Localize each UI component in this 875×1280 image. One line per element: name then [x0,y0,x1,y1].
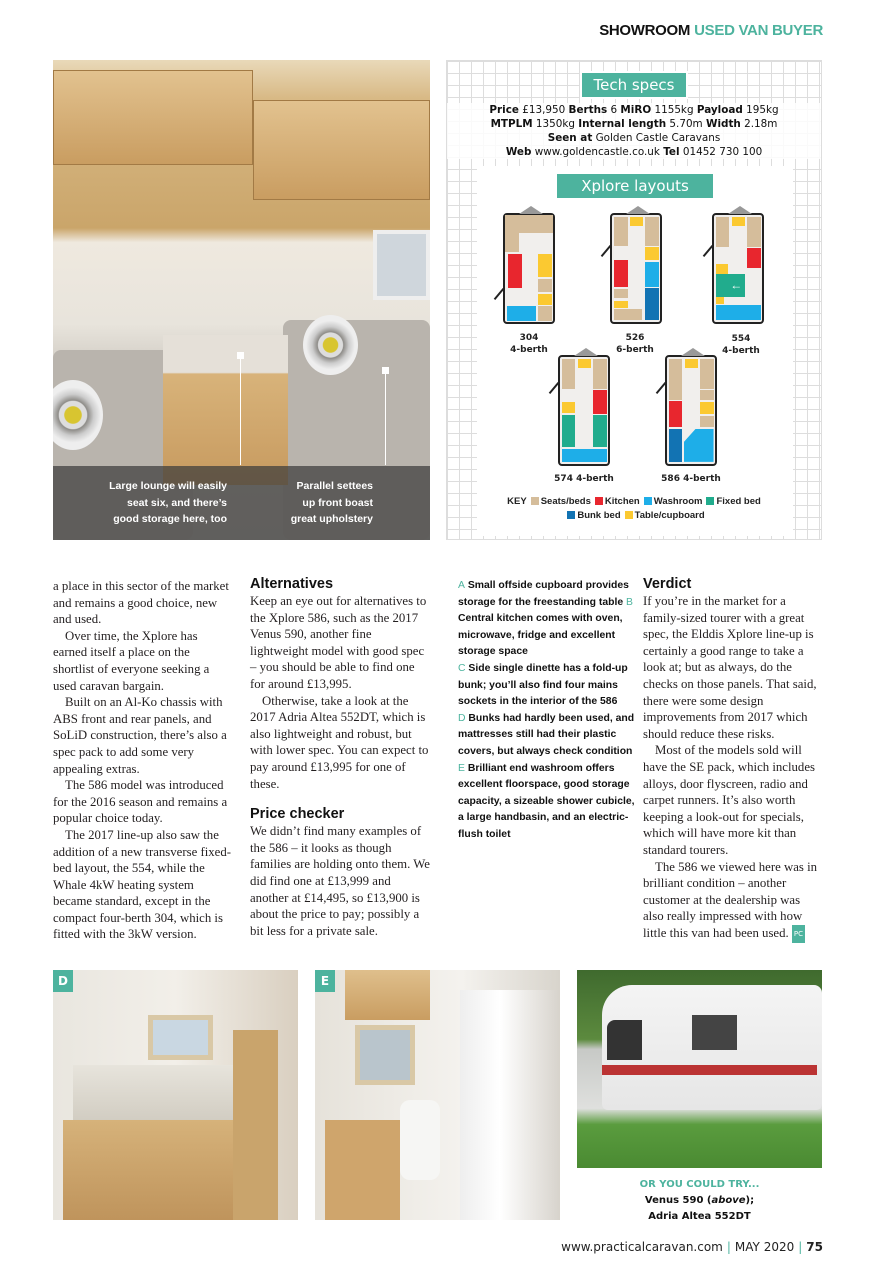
subsection-label: USED VAN BUYER [694,22,823,39]
end-mark: PC [792,925,805,944]
floorplan-304 [503,213,555,324]
body-column-4: Verdict If you’re in the market for a family-sized tourer with a great spec, the Elddis Xplore line-up is certainly a good range to take a look at; but as always, do the checks on those panels. That said, there were some design improvements from 2017 which should reduce these risks. Most of the models sold will have the SE pack, which includes alloys, door flyscreen, radio and carpet runners. It’s also worth keeping a look-out for specials, which will have more kit than standard tourers. The 586 we viewed here was in brilliant condition – another customer at the dealership was also really impressed with how little this van had been used. PC [643,576,823,943]
caption-settees: Parallel settees up front boast great upholstery [290,480,373,525]
heading-alternatives: Alternatives [250,576,334,592]
footer-url[interactable]: www.practicalcaravan.com [561,1240,723,1254]
washroom-photo [315,970,560,1220]
bunk-photo [53,970,298,1220]
photo-captions: A Small offside cupboard provides storage for the freestanding table B Central kitchen comes with oven, microwave, fridge and excellent storage space C Side single dinette has a fold-up bunk; you’ll also find four mains sockets in the interior of the 586 D Bunks had hardly been used, and mattresses still had their plastic covers, but always check condition E Brilliant end washroom offers excellent floorspace, good storage capacity, a sizeable shower cubicle, a large handbasin, and an electric-flush toilet [458,580,635,840]
plan-label-304: 304 4-berth [510,333,548,355]
venus-590-photo [577,970,822,1168]
plan-label-526: 526 6-berth [616,333,654,355]
floorplan-586 [665,355,717,466]
body-column-2: Alternatives Keep an eye out for alternatives to the Xplore 586, such as the 2017 Venus 590, another fine lightweight model with good spec – you should be able to find one for around £13,995. Otherwise, take a look at the 2017 Adria Altea 552DT, which is also lightweight and robust, but with lower spec. You can expect to pay around £13,995 for one of these. Price checker We didn’t find many examples of the 586 – it looks as though families are holding onto them. We did find one at £13,999 and another at £14,495, so £13,900 is about the price to pay; possibly a bit less for a private sale. [250,576,430,938]
page-number: 75 [806,1240,823,1254]
section-label: SHOWROOM [599,22,691,39]
body-column-1: a place in this sector of the market and remains a good choice, new and used. Over time, the Xplore has earned itself a place on the shortlist of everyone seeking a used caravan bargain. Built on an Al-Ko chassis with ABS front and rear panels, and SoLiD construction, there’s also a spec pack to add some very appealing extras. The 586 model was introduced for the 2016 season and remains a popular choice today. The 2017 line-up also saw the addition of a new transverse fixed-bed layout, the 554, while the Whale 4kW heating system became standard, except in the compact four-berth 304, which is fitted with the 3kW version. [53,579,232,942]
layout-key: KEY Seats/beds Kitchen Washroom Fixed bed Bunk bed Table/cupboard [507,496,761,521]
tech-specs-list: Price £13,950 Berths 6 MiRO 1155kg Payload 195kg MTPLM 1350kg Internal length 5.70m Width 2.18m Seen at Golden Castle Caravans Web www.goldencastle.co.uk Tel 01452 730 100 [447,103,821,159]
heading-price-checker: Price checker [250,806,345,823]
heading-verdict: Verdict [643,576,692,592]
floorplan-574 [558,355,610,466]
tech-specs-title: Tech specs [580,71,688,99]
plan-label-554: 554 4-berth [722,334,760,356]
plan-label-574: 574 4-berth [554,474,614,484]
floorplan-526 [610,213,662,324]
plan-label-586: 586 4-berth [661,474,721,484]
page-footer: www.practicalcaravan.com | MAY 2020 | 75 [561,1240,823,1254]
caption-lounge: Large lounge will easily seat six, and there’s good storage here, too [109,480,227,525]
arrow-left-icon: ← [716,274,745,298]
section-header [599,22,823,39]
photo-label-d: D [53,970,73,992]
floorplan-554 [712,213,764,324]
photo-label-e: E [315,970,335,992]
lounge-photo [53,60,430,540]
layouts-title: Xplore layouts [555,172,715,200]
alternatives-caption: OR YOU COULD TRY... Venus 590 (above); Adria Altea 552DT [639,1179,760,1222]
